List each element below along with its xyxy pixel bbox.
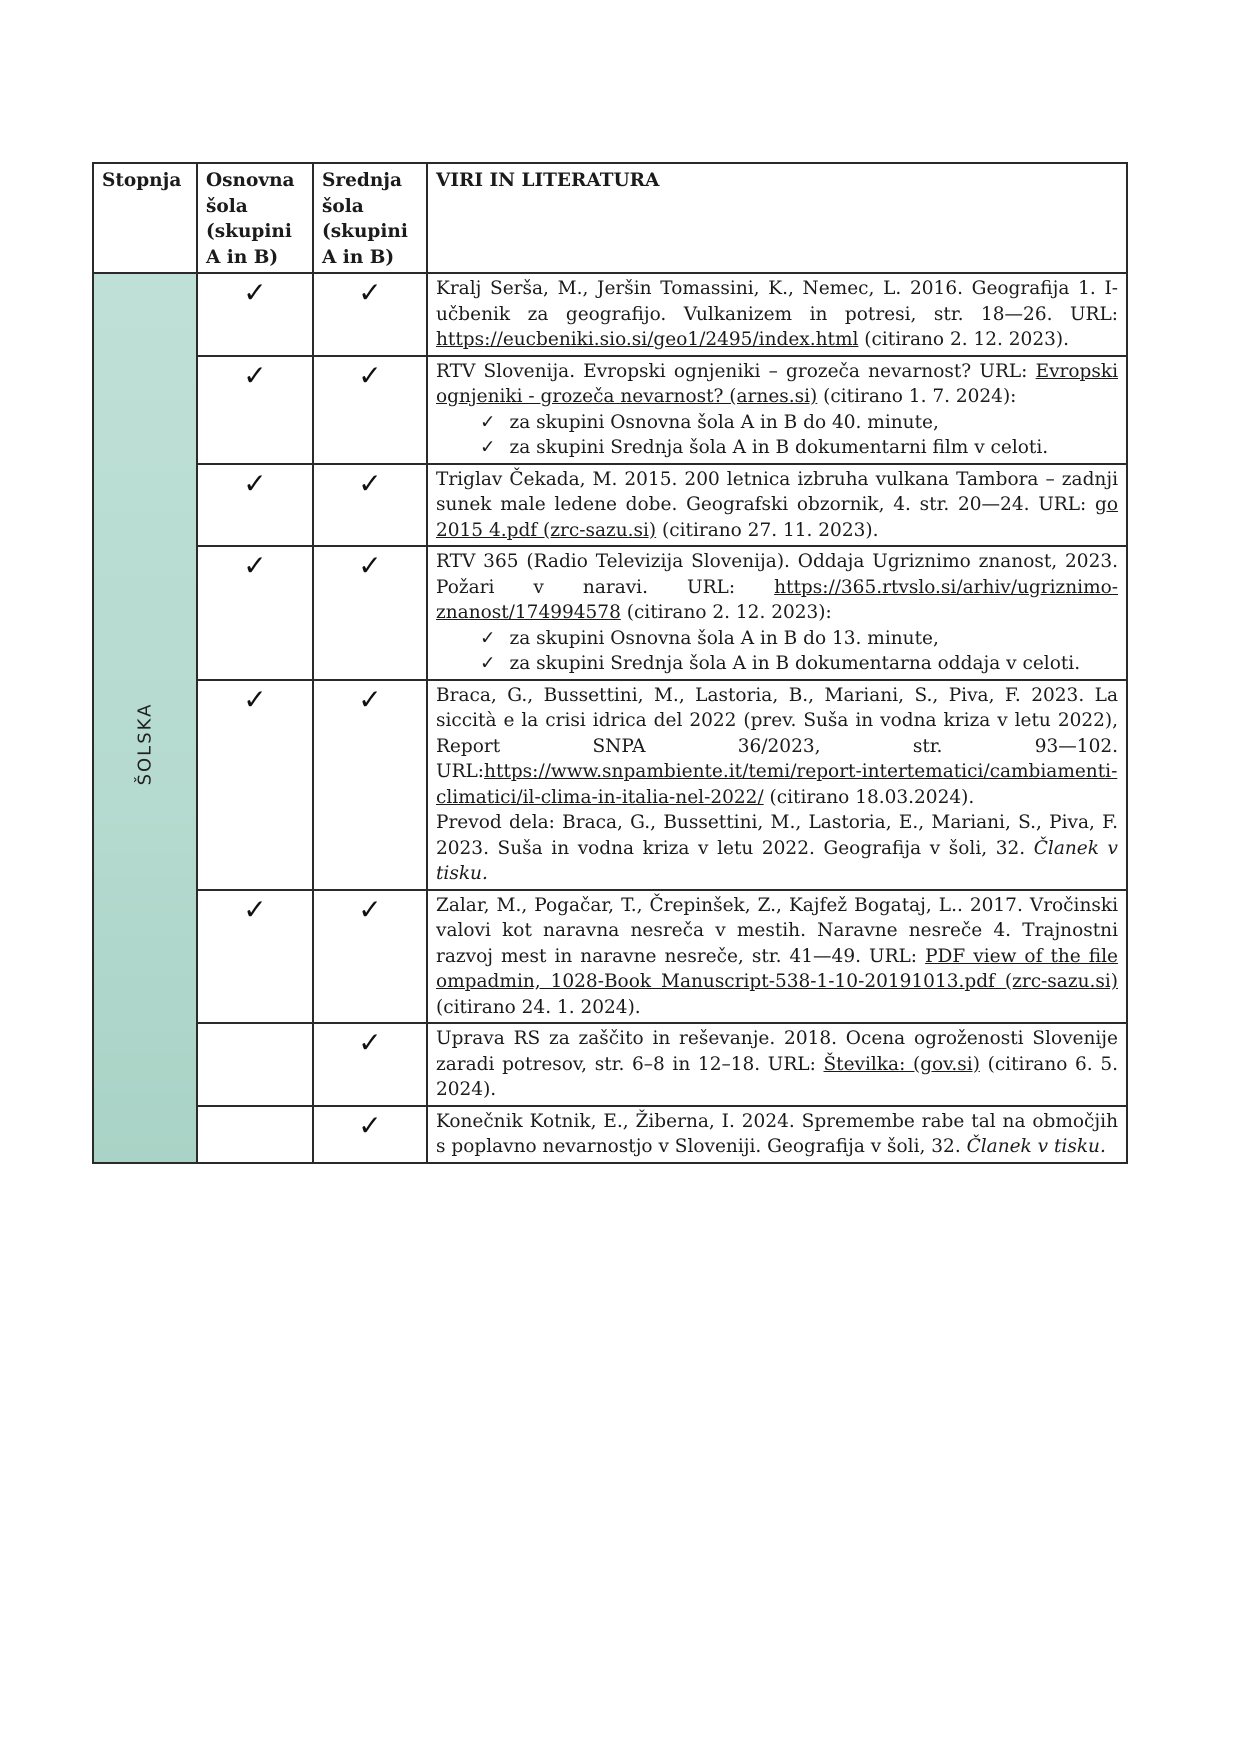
- header-secondary-school: Srednja šola (skupini A in B): [313, 163, 427, 273]
- in-press-note: Članek v tisku.: [436, 837, 1118, 884]
- checkmark-icon: ✓: [358, 276, 382, 309]
- bullet-text: za skupini Srednja šola A in B dokumentarna oddaja v celoti.: [509, 653, 1081, 674]
- source-citation: (citirano 2. 12. 2023).: [858, 329, 1069, 350]
- checkmark-icon: ✓: [358, 549, 382, 582]
- checkmark-bullet-icon: ✓: [480, 653, 496, 674]
- checkmark-icon: ✓: [358, 1108, 382, 1142]
- table-row: [93, 356, 1127, 464]
- source-cell: [427, 356, 1127, 464]
- source-citation: (citirano 27. 11. 2023).: [656, 519, 879, 541]
- header-primary-school: Osnovna šola (skupini A in B): [197, 163, 313, 273]
- secondary-check-cell: [313, 546, 427, 680]
- in-press-note: Članek v tisku.: [966, 1136, 1106, 1157]
- secondary-check-cell: [313, 356, 427, 464]
- source-text: Uprava RS za zaščito in reševanje. 2018. Ocena ogroženosti Slovenije zaradi potresov, str. 6–8 in 12–18. URL:: [436, 1028, 1118, 1075]
- checkmark-icon: ✓: [358, 466, 382, 500]
- source-text: Triglav Čekada, M. 2015. 200 letnica izbruha vulkana Tambora – zadnji sunek male ledene dobe. Geografski obzornik, 4. str. 20—24. URL:: [436, 468, 1118, 515]
- table-row: [93, 1106, 1127, 1163]
- source-text: Kralj Serša, M., Jeršin Tomassini, K., Nemec, L. 2016. Geografija 1. I-učbenik za geografijo. Vulkanizem in potresi, str. 18—26. URL:: [436, 278, 1118, 325]
- checkmark-icon: ✓: [243, 466, 267, 500]
- list-item: [436, 626, 1118, 652]
- list-item: [436, 435, 1118, 461]
- source-cell: [427, 1106, 1127, 1163]
- header-row: [93, 163, 1127, 273]
- list-item: [436, 651, 1118, 677]
- checkmark-icon: ✓: [243, 358, 267, 392]
- source-citation: (citirano 6. 5. 2024).: [436, 1053, 1118, 1100]
- stage-label: ŠOLSKA: [134, 702, 156, 786]
- translation-text: Prevod dela: Braca, G., Bussettini, M., Lastoria, E., Mariani, S., Piva, F. 2023. Suša in vodna kriza v letu 2022. Geografija v šoli, 32.: [436, 812, 1118, 859]
- primary-check-cell: [197, 273, 313, 356]
- checkmark-icon: ✓: [243, 276, 267, 309]
- source-link[interactable]: Evropski ognjeniki - grozeča nevarnost? (arnes.si): [436, 360, 1118, 407]
- secondary-check-cell: [313, 1106, 427, 1163]
- source-link[interactable]: https://365.rtvslo.si/arhiv/ugriznimo-znanost/174994578: [436, 576, 1118, 623]
- checkmark-icon: ✓: [358, 892, 382, 926]
- header-sources: VIRI IN LITERATURA: [427, 163, 1127, 273]
- secondary-check-cell: [313, 273, 427, 356]
- source-text: RTV Slovenija. Evropski ognjeniki – grozeča nevarnost? URL:: [436, 360, 1036, 382]
- checkmark-icon: ✓: [358, 358, 382, 392]
- checkmark-icon: ✓: [243, 682, 267, 716]
- source-citation: (citirano 1. 7. 2024):: [817, 386, 1017, 407]
- secondary-check-cell: [313, 680, 427, 890]
- source-text: Braca, G., Bussettini, M., Lastoria, B., Mariani, S., Piva, F. 2023. La siccità e la crisi idrica del 2022 (prev. Suša in vodna kriza v letu 2022), Report SNPA 36/2023, str. 93—102. URL:: [436, 684, 1118, 782]
- checkmark-bullet-icon: ✓: [480, 437, 496, 458]
- table-row: [93, 464, 1127, 547]
- header-stage: Stopnja: [93, 163, 197, 273]
- primary-check-cell: [197, 1023, 313, 1106]
- source-cell: [427, 273, 1127, 356]
- bullet-text: za skupini Osnovna šola A in B do 13. minute,: [509, 627, 939, 649]
- source-cell: [427, 1023, 1127, 1106]
- source-text: RTV 365 (Radio Televizija Slovenija). Oddaja Ugriznimo znanost, 2023. Požari v naravi. URL:: [436, 551, 1118, 598]
- source-cell: [427, 680, 1127, 890]
- source-link[interactable]: go 2015 4.pdf (zrc-sazu.si): [436, 494, 1118, 541]
- source-citation: (citirano 2. 12. 2023):: [620, 602, 832, 623]
- references-table: [92, 162, 1128, 1164]
- list-item: [436, 410, 1118, 436]
- table-row: [93, 546, 1127, 680]
- bullet-text: za skupini Srednja šola A in B dokumentarni film v celoti.: [509, 437, 1049, 458]
- table-row: [93, 273, 1127, 356]
- source-text: Konečnik Kotnik, E., Žiberna, I. 2024. Spremembe rabe tal na območjih s poplavno nevarnostjo v Sloveniji. Geografija v šoli, 32.: [436, 1110, 1118, 1157]
- secondary-check-cell: [313, 1023, 427, 1106]
- source-cell: [427, 890, 1127, 1024]
- source-cell: [427, 464, 1127, 547]
- source-citation: (citirano 24. 1. 2024).: [436, 996, 641, 1018]
- primary-check-cell: [197, 546, 313, 680]
- source-link[interactable]: https://eucbeniki.sio.si/geo1/2495/index.html: [436, 329, 859, 350]
- checkmark-icon: ✓: [358, 682, 382, 716]
- table-row: [93, 890, 1127, 1024]
- source-link[interactable]: Številka: (gov.si): [823, 1053, 980, 1075]
- primary-check-cell: [197, 464, 313, 547]
- source-text: Zalar, M., Pogačar, T., Črepinšek, Z., Kajfež Bogataj, L.. 2017. Vročinski valovi kot naravna nesreča v mestih. Naravne nesreče 4. Trajnostni razvoj mest in naravne nesreče, str. 41—49. URL:: [436, 894, 1118, 967]
- bullet-text: za skupini Osnovna šola A in B do 40. minute,: [509, 411, 939, 433]
- source-cell: [427, 546, 1127, 680]
- secondary-check-cell: [313, 890, 427, 1024]
- table-row: [93, 1023, 1127, 1106]
- checkmark-icon: ✓: [358, 1026, 382, 1059]
- primary-check-cell: [197, 356, 313, 464]
- source-link[interactable]: PDF view of the file ompadmin, 1028-Book Manuscript-538-1-10-20191013.pdf (zrc-sazu.si): [436, 945, 1118, 992]
- checkmark-icon: ✓: [243, 892, 267, 926]
- stage-cell: [93, 273, 197, 1163]
- secondary-check-cell: [313, 464, 427, 547]
- primary-check-cell: [197, 890, 313, 1024]
- source-citation: (citirano 18.03.2024).: [763, 786, 975, 808]
- source-link[interactable]: https://www.snpambiente.it/temi/report-intertematici/cambiamenti-climatici/il-clima-in-italia-nel-2022/: [436, 761, 1118, 808]
- checkmark-icon: ✓: [243, 549, 267, 582]
- primary-check-cell: [197, 1106, 313, 1163]
- table-row: [93, 680, 1127, 890]
- primary-check-cell: [197, 680, 313, 890]
- checkmark-bullet-icon: ✓: [480, 411, 496, 433]
- checkmark-bullet-icon: ✓: [480, 627, 496, 649]
